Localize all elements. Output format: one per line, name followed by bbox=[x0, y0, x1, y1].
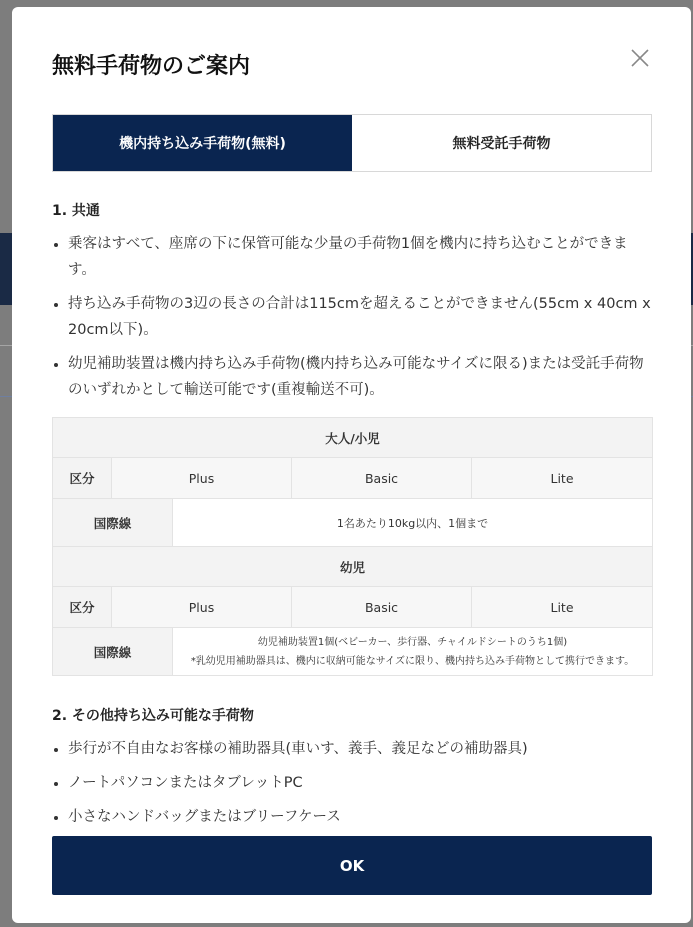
category-label: 区分 bbox=[53, 458, 112, 499]
adult-allowance-value: 1名あたり10kg以内、1個まで bbox=[173, 499, 653, 547]
table-row bbox=[53, 499, 653, 547]
background-banner-left bbox=[0, 233, 12, 305]
common-rules-list bbox=[52, 231, 652, 403]
table-row bbox=[53, 587, 653, 628]
infant-allowance-line1: 幼児補助装置1個(ベビーカー、歩行器、チャイルドシートのうち1個) bbox=[257, 636, 568, 648]
infant-header: 幼児 bbox=[53, 547, 653, 587]
adult-header: 大人/小児 bbox=[53, 418, 653, 458]
other-items-list bbox=[52, 736, 652, 830]
ok-button[interactable]: OK bbox=[52, 836, 652, 895]
category-label: 区分 bbox=[53, 587, 112, 628]
international-label: 国際線 bbox=[53, 628, 173, 676]
infant-allowance-line2: *乳幼児用補助器具は、機内に収納可能なサイズに限り、機内持ち込み手荷物として携行できます。 bbox=[190, 655, 635, 667]
list-item: 歩行が不自由なお客様の補助器具(車いす、義手、義足などの補助器具) bbox=[52, 736, 652, 762]
modal-content[interactable] bbox=[52, 197, 652, 825]
table-row bbox=[53, 418, 653, 458]
plan-plus: Plus bbox=[112, 458, 292, 499]
list-item: 小さなハンドバッグまたはブリーフケース bbox=[52, 804, 652, 830]
tab-checked-baggage[interactable]: 無料受託手荷物 bbox=[452, 136, 551, 152]
section-other bbox=[52, 706, 652, 830]
section-common-title: 1. 共通 bbox=[52, 203, 100, 219]
close-icon bbox=[628, 46, 652, 70]
tab-carry-on[interactable]: 機内持ち込み手荷物(無料) bbox=[53, 115, 352, 171]
table-row bbox=[53, 458, 653, 499]
list-item: 乗客はすべて、座席の下に保管可能な少量の手荷物1個を機内に持ち込むことができます。 bbox=[52, 231, 652, 283]
modal-title: 無料手荷物のご案内 bbox=[52, 54, 251, 79]
list-item: 幼児補助装置は機内持ち込み手荷物(機内持ち込み可能なサイズに限る)または受託手荷物のいずれかとして輸送可能です(重複輸送不可)。 bbox=[52, 351, 652, 403]
plan-basic: Basic bbox=[292, 458, 472, 499]
background-divider-left bbox=[0, 345, 12, 397]
list-item: 持ち込み手荷物の3辺の長さの合計は115cmを超えることができません(55cm x 40cm x 20cm以下)。 bbox=[52, 291, 652, 343]
plan-plus: Plus bbox=[112, 587, 292, 628]
plan-lite: Lite bbox=[472, 458, 653, 499]
carry-on-allowance-table bbox=[52, 417, 653, 676]
baggage-info-modal bbox=[12, 7, 691, 923]
list-item: ノートパソコンまたはタブレットPC bbox=[52, 770, 652, 796]
plan-lite: Lite bbox=[472, 587, 653, 628]
close-button[interactable] bbox=[628, 46, 652, 70]
infant-allowance-value bbox=[173, 628, 653, 676]
plan-basic: Basic bbox=[292, 587, 472, 628]
international-label: 国際線 bbox=[53, 499, 173, 547]
table-row bbox=[53, 628, 653, 676]
table-row bbox=[53, 547, 653, 587]
baggage-tabs bbox=[52, 114, 652, 172]
section-other-title: 2. その他持ち込み可能な手荷物 bbox=[52, 708, 254, 724]
